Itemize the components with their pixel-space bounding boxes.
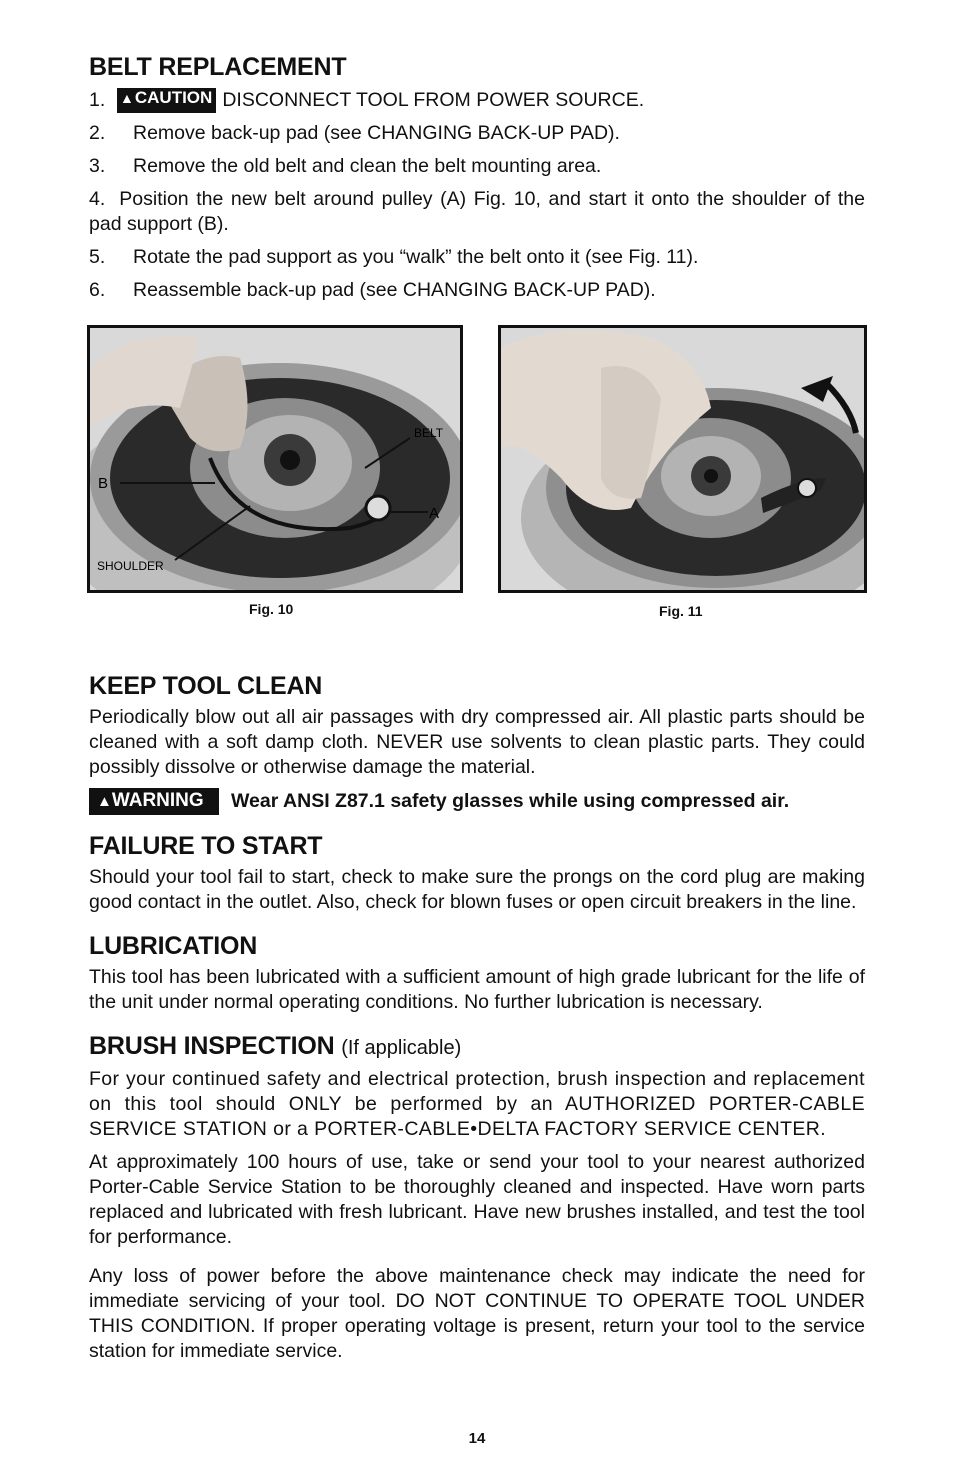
figure-11-photo — [498, 325, 867, 593]
manual-page — [89, 52, 865, 1364]
brush-inspection-heading: BRUSH INSPECTION (If applicable) — [89, 1032, 462, 1060]
warning-text: Wear ANSI Z87.1 safety glasses while using compressed air. — [231, 790, 790, 812]
belt-step-2: 2. Remove back-up pad (see CHANGING BACK-UP PAD). — [89, 122, 620, 144]
fig10-label-shoulder: SHOULDER — [97, 559, 164, 573]
warning-badge: ▲WARNING — [89, 788, 219, 815]
keep-tool-clean-heading: KEEP TOOL CLEAN — [89, 672, 323, 700]
belt-replacement-heading: BELT REPLACEMENT — [89, 53, 347, 81]
warning-triangle-icon: ▲ — [97, 793, 112, 810]
fig10-label-belt: BELT — [414, 426, 444, 440]
fig11-caption: Fig. 11 — [659, 603, 703, 619]
failure-to-start-section — [89, 831, 865, 915]
belt-step-4: 4. Position the new belt around pulley (A) Fig. 10, and start it onto the shoulder of the pad support (B). — [89, 188, 865, 235]
belt-step-5: 5. Rotate the pad support as you “walk” the belt onto it (see Fig. 11). — [89, 246, 699, 268]
brush-inspection-paragraph-2: At approximately 100 hours of use, take or send your tool to your nearest authorized Porter-Cable Service Station to be thoroughly cleaned and inspected. Have worn parts replaced and lubricated with fresh lubricant. Have new brushes installed, and test the tool for performance. — [89, 1151, 865, 1248]
brush-inspection-paragraph-1: For your continued safety and electrical protection, brush inspection and replacement on this tool should ONLY be performed by an AUTHORIZED PORTER-CABLE SERVICE STATION or a PORTER-CABLE•DELTA FACTORY SERVICE CENTER. — [89, 1068, 865, 1140]
fig10-caption: Fig. 10 — [249, 601, 294, 617]
failure-to-start-body: Should your tool fail to start, check to make sure the prongs on the cord plug are making good contact in the outlet. Also, check for blown fuses or open circuit breakers in the line. — [89, 866, 865, 913]
lubrication-heading: LUBRICATION — [89, 932, 258, 960]
caution-badge: ▲CAUTION — [117, 88, 216, 113]
figure-10-photo — [87, 325, 463, 593]
figures-row — [89, 325, 865, 655]
brush-inspection-paragraph-3: Any loss of power before the above maintenance check may indicate the need for immediate servicing of your tool. DO NOT CONTINUE TO OPERATE TOOL UNDER THIS CONDITION. If proper operating voltage is present, return your tool to the service station for immediate service. — [89, 1265, 865, 1362]
warning-triangle-icon: ▲ — [120, 90, 134, 106]
failure-to-start-heading: FAILURE TO START — [89, 832, 323, 860]
keep-tool-clean-section — [89, 671, 865, 815]
page-number: 14 — [468, 1430, 486, 1447]
brush-inspection-section — [89, 1031, 865, 1364]
warning-row — [89, 788, 865, 815]
lubrication-section — [89, 931, 865, 1015]
brush-inspection-subtitle: (If applicable) — [341, 1037, 462, 1059]
belt-step-3: 3. Remove the old belt and clean the belt mounting area. — [89, 155, 602, 177]
belt-steps-list — [89, 88, 865, 303]
belt-step-1: 1. ▲CAUTION DISCONNECT TOOL FROM POWER SOURCE. — [89, 88, 645, 111]
belt-step-6: 6. Reassemble back-up pad (see CHANGING BACK-UP PAD). — [89, 279, 656, 301]
lubrication-body: This tool has been lubricated with a sufficient amount of high grade lubricant for the life of the unit under normal operating conditions. No further lubrication is necessary. — [89, 966, 865, 1013]
belt-walking-illustration — [501, 328, 864, 590]
keep-tool-clean-body: Periodically blow out all air passages with dry compressed air. All plastic parts should be cleaned with a soft damp cloth. NEVER use solvents to clean plastic parts. They could possibly dissolve or otherwise damage the material. — [89, 706, 865, 778]
fig10-label-b: B — [98, 475, 109, 492]
fig10-label-a: A — [429, 505, 440, 522]
belt-pulley-illustration — [90, 328, 460, 590]
